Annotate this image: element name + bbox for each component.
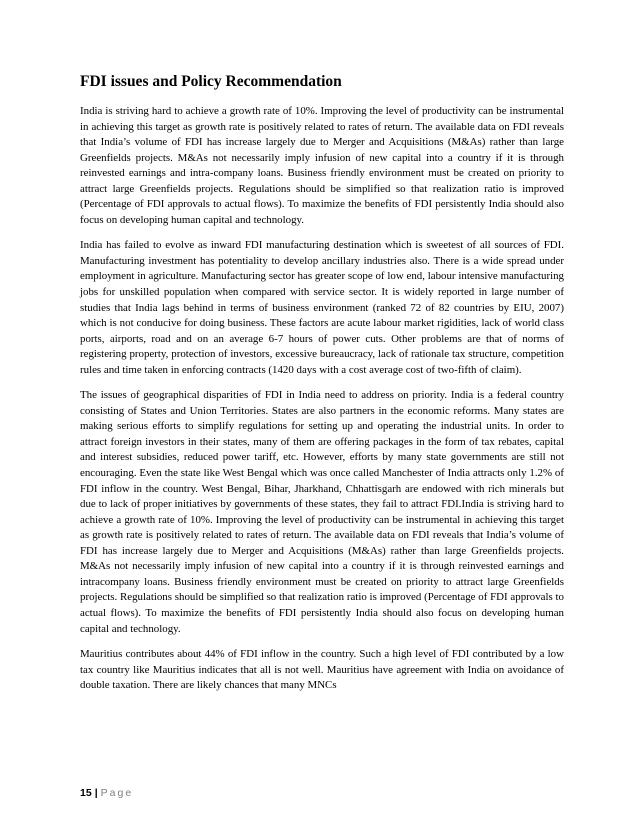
page-footer — [80, 787, 133, 799]
body-text — [80, 104, 564, 704]
footer-separator: | — [94, 787, 98, 799]
page-label: Page — [100, 787, 134, 799]
section-title: FDI issues and Policy Recommendation — [80, 73, 342, 90]
page-number: 15 — [80, 787, 92, 799]
paragraph-1: India is striving hard to achieve a growth rate of 10%. Improving the level of productivity can be instrumental in achieving this target as growth rate is positively related to rates of return. The available data on FDI reveals that India’s volume of FDI has increase largely due to Merger and Acquisitions (M&As) rather than large Greenfields projects. M&As not necessarily imply infusion of new capital into a country if it is through reinvested earnings and intra-company loans. Business friendly environment must be created on priority to attract large Greenfields projects. Regulations should be simplified so that realization ratio is improved (Percentage of FDI approvals to actual flows). To maximize the benefits of FDI persistently India should also focus on developing human capital and technology. — [80, 105, 564, 226]
paragraph-2: India has failed to evolve as inward FDI manufacturing destination which is sweetest of all sources of FDI. Manufacturing investment has potentiality to develop ancillary industries also. There is a wide spread under employment in agriculture. Manufacturing sector has greater scope of low end, labour intensive manufacturing jobs for unskilled population when compared with service sector. It is widely reported in large number of studies that India lags behind in terms of business environment (ranked 72 of 82 countries by EIU, 2007) which is not conducive for doing business. These factors are acute labour market rigidities, lack of world class ports, airports, road and on an average 6-7 hours of power cuts. Other problems are that of norms of registering property, protection of investors, excessive bureaucracy, lack of rationale tax structure, competition rules and time taken in enforcing contracts (1420 days with a cost average cost of two-fifth of claim). — [80, 239, 564, 376]
paragraph-4: Mauritius contributes about 44% of FDI inflow in the country. Such a high level of FDI contributed by a low tax country like Mauritius indicates that all is not well. Mauritius have agreement with India on avoidance of double taxation. There are likely chances that many MNCs — [80, 648, 564, 692]
paragraph-3: The issues of geographical disparities of FDI in India need to address on priority. India is a federal country consisting of States and Union Territories. States are also partners in the economic reforms. Many states are making serious efforts to simplify regulations for setting up and operating the industrial units. In order to attract foreign investors in their states, many of them are offering packages in the form of tax rebates, capital and interest subsidies, reduced power tariff, etc. However, efforts by many state governments are still not encouraging. Even the state like West Bengal which was once called Manchester of India attracts only 1.2% of FDI inflow in the country. West Bengal, Bihar, Jharkhand, Chhattisgarh are endowed with rich minerals but due to lack of proper initiatives by governments of these states, they fail to attract FDI.India is striving hard to achieve a growth rate of 10%. Improving the level of productivity can be instrumental in achieving this target as growth rate is positively related to rates of return. The available data on FDI reveals that India’s volume of FDI has increase largely due to Merger and Acquisitions (M&As) rather than large Greenfields projects. M&As not necessarily imply infusion of new capital into a country if it is through reinvested earnings and intracompany loans. Business friendly environment must be created on priority to attract large Greenfields projects. Regulations should be simplified so that realization ratio is improved (Percentage of FDI approvals to actual flows). To maximize the benefits of FDI persistently India should also focus on developing human capital and technology. — [80, 389, 564, 635]
